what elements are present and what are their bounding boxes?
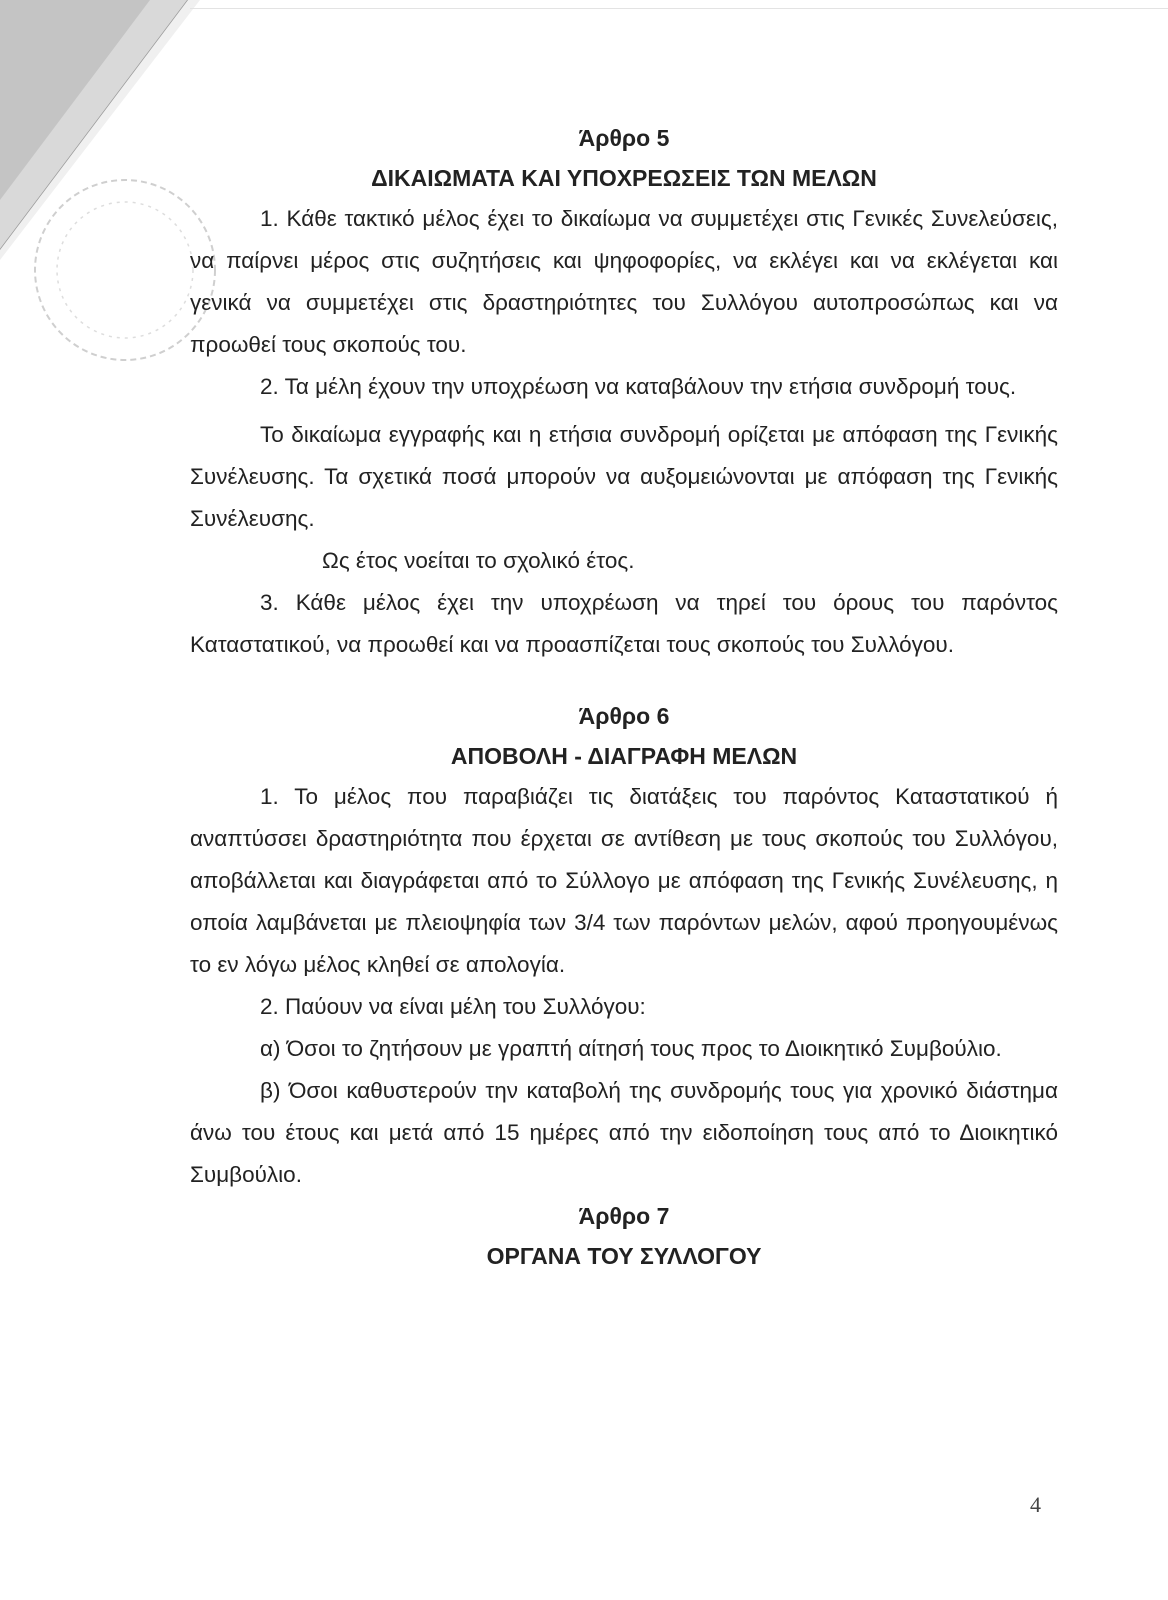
article-6-paragraph-2: 2. Παύουν να είναι μέλη του Συλλόγου: bbox=[260, 994, 646, 1019]
article-5-paragraph-2: 2. Τα μέλη έχουν την υποχρέωση να καταβάλουν την ετήσια συνδρομή τους. bbox=[260, 374, 1017, 399]
article-5-paragraph-3: Το δικαίωμα εγγραφής και η ετήσια συνδρομή ορίζεται με απόφαση της Γενικής Συνέλευσης. Τα σχετικά ποσά μπορούν να αυξομειώνονται με απόφαση της Γενικής Συνέλευσης. bbox=[190, 422, 1058, 531]
article-5-paragraph-4: Ως έτος νοείται το σχολικό έτος. bbox=[322, 548, 635, 573]
article-5-title: ΔΙΚΑΙΩΜΑΤΑ ΚΑΙ ΥΠΟΧΡΕΩΣΕΙΣ ΤΩΝ ΜΕΛΩΝ bbox=[371, 165, 877, 191]
document-body bbox=[190, 118, 1058, 1276]
page-top-edge bbox=[190, 8, 1168, 9]
article-6-number: Άρθρο 6 bbox=[578, 703, 670, 729]
page-number: 4 bbox=[1030, 1492, 1041, 1517]
article-6-paragraph-1: 1. Το μέλος που παραβιάζει τις διατάξεις του παρόντος Καταστατικού ή αναπτύσσει δραστηριότητα που έρχεται σε αντίθεση με τους σκοπούς του Συλλόγου, αποβάλλεται και διαγράφεται από το Σύλλογο με απόφαση της Γενικής Συνέλευσης, η οποία λαμβάνεται με πλειοψηφία των 3/4 των παρόντων μελών, αφού προηγουμένως το εν λόγω μέλος κληθεί σε απολογία. bbox=[190, 784, 1058, 977]
article-5-paragraph-1: 1. Κάθε τακτικό μέλος έχει το δικαίωμα να συμμετέχει στις Γενικές Συνελεύσεις, να παίρνει μέρος στις συζητήσεις και ψηφοφορίες, να εκλέγει και να εκλέγεται και γενικά να συμμετέχει στις δραστηριότητες του Συλλόγου αυτοπροσώπως και να προωθεί τους σκοπούς του. bbox=[190, 206, 1058, 357]
article-6-title: ΑΠΟΒΟΛΗ - ΔΙΑΓΡΑΦΗ ΜΕΛΩΝ bbox=[450, 743, 798, 769]
article-5 bbox=[190, 118, 1058, 666]
article-6 bbox=[190, 696, 1058, 1196]
article-7-title: ΟΡΓΑΝΑ ΤΟΥ ΣΥΛΛΟΓΟΥ bbox=[486, 1243, 762, 1269]
article-5-number: Άρθρο 5 bbox=[578, 125, 670, 151]
article-7 bbox=[190, 1196, 1058, 1276]
article-6-paragraph-3: α) Όσοι το ζητήσουν με γραπτή αίτησή τους προς το Διοικητικό Συμβούλιο. bbox=[260, 1036, 1002, 1061]
article-6-paragraph-4: β) Όσοι καθυστερούν την καταβολή της συνδρομής τους για χρονικό διάστημα άνω του έτους και μετά από 15 ημέρες από την ειδοποίηση τους από το Διοικητικό Συμβούλιο. bbox=[190, 1078, 1058, 1187]
article-7-number: Άρθρο 7 bbox=[578, 1203, 670, 1229]
article-5-paragraph-5: 3. Κάθε μέλος έχει την υποχρέωση να τηρεί του όρους του παρόντος Καταστατικού, να προωθεί και να προασπίζεται τους σκοπούς του Συλλόγου. bbox=[190, 590, 1058, 657]
